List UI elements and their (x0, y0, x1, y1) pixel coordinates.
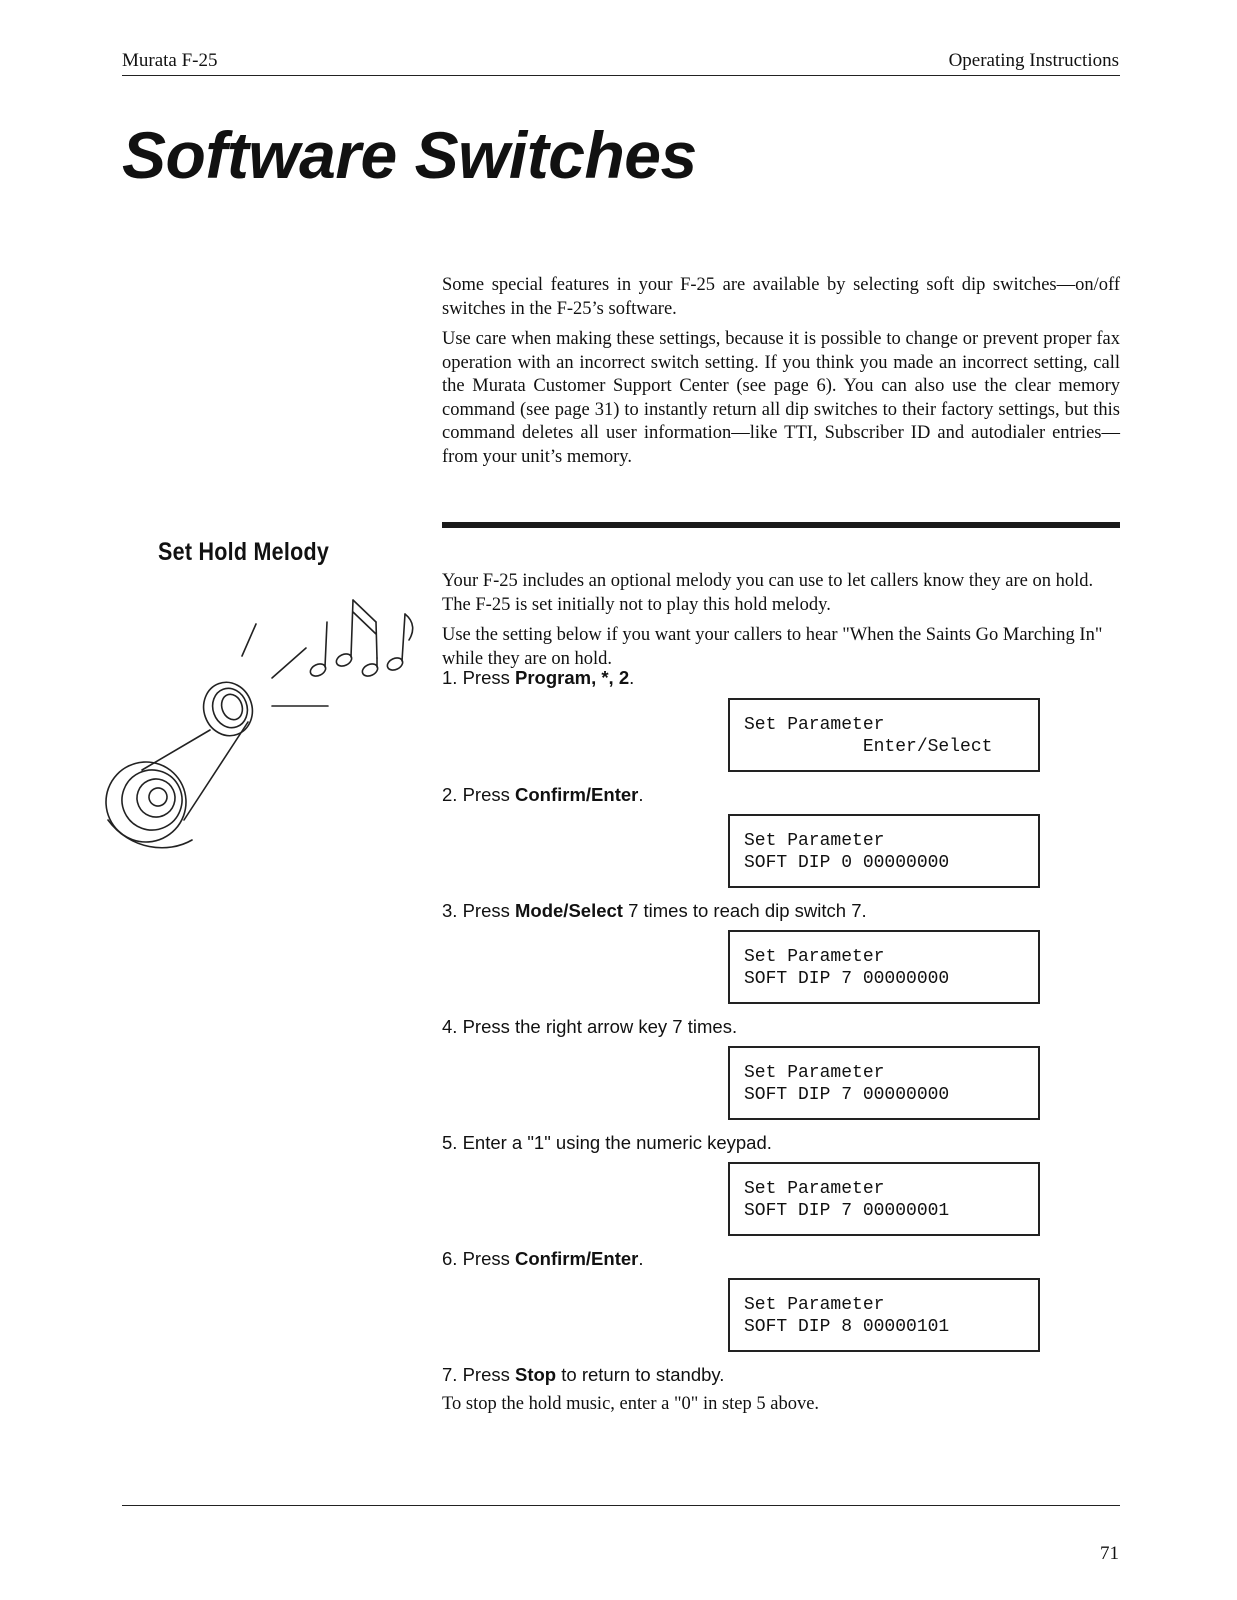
step-4: 4. Press the right arrow key 7 times. (442, 1016, 738, 1037)
header-rule (122, 75, 1120, 76)
footer-rule (122, 1505, 1120, 1506)
step-3: 3. Press Mode/Select 7 times to reach dip switch 7. (442, 900, 867, 921)
lcd-display-3: Set Parameter SOFT DIP 7 00000000 (728, 930, 1040, 1004)
lcd-display-2: Set Parameter SOFT DIP 0 00000000 (728, 814, 1040, 888)
step-5: 5. Enter a "1" using the numeric keypad. (442, 1132, 772, 1153)
phone-music-illustration (100, 588, 420, 878)
header-section: Operating Instructions (948, 50, 1119, 71)
section-rule (442, 522, 1120, 528)
lcd-display-1: Set Parameter Enter/Select (728, 698, 1040, 772)
header-product: Murata F-25 (122, 50, 218, 71)
section-body (442, 570, 1120, 678)
intro-text (442, 274, 1120, 476)
section-title: Set Hold Melody (158, 538, 330, 566)
intro-paragraph-1: Some special features in your F-25 are available by selecting soft dip switches—on/off switches in the F-25’s software. (442, 275, 1120, 319)
step-1: 1. Press Program, *, 2. (442, 667, 635, 688)
section-paragraph-2: Use the setting below if you want your callers to hear "When the Saints Go Marching In" while they are on hold. (442, 625, 1103, 669)
step-6: 6. Press Confirm/Enter. (442, 1248, 644, 1269)
lcd-display-5: Set Parameter SOFT DIP 7 00000001 (728, 1162, 1040, 1236)
step-7: 7. Press Stop to return to standby. (442, 1364, 725, 1385)
page-number: 71 (1100, 1543, 1119, 1564)
music-notes-icon (308, 600, 412, 678)
intro-paragraph-2: Use care when making these settings, because it is possible to change or prevent proper fax operation with an incorrect switch setting. If you think you made an incorrect setting, call the Murata Customer Support Center (see page 6). You can also use the clear memory command (see page 31) to instantly return all dip switches to their factory settings, but this command deletes all user information—like TTI, Subscriber ID and autodialer entries—from your unit’s memory. (442, 329, 1120, 467)
page-title: Software Switches (122, 118, 697, 192)
lcd-display-6: Set Parameter SOFT DIP 8 00000101 (728, 1278, 1040, 1352)
step-2: 2. Press Confirm/Enter. (442, 784, 644, 805)
lcd-display-4: Set Parameter SOFT DIP 7 00000000 (728, 1046, 1040, 1120)
closing-note: To stop the hold music, enter a "0" in step 5 above. (442, 1394, 820, 1414)
section-paragraph-1: Your F-25 includes an optional melody you can use to let callers know they are on hold. The F-25 is set initially not to play this hold melody. (442, 571, 1094, 615)
handset-icon (100, 675, 260, 855)
